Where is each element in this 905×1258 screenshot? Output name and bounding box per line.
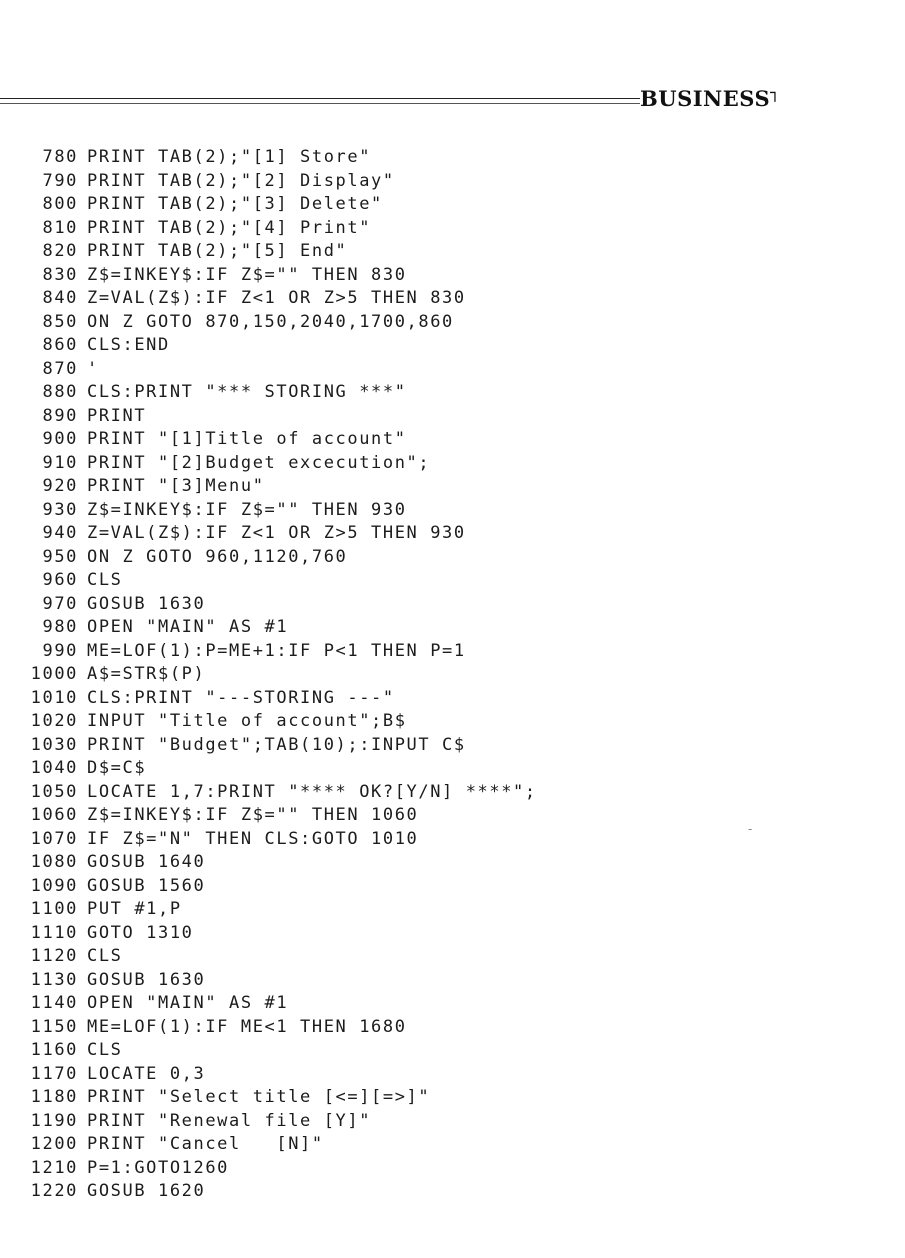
line-number: 990: [42, 640, 78, 661]
basic-program-listing: [20, 146, 780, 1204]
line-number: 1210: [30, 1157, 78, 1178]
line-number: 1020: [30, 711, 78, 731]
line-code: PRINT TAB(2);"[5] End": [87, 241, 348, 261]
code-line: [20, 593, 780, 617]
code-line: [20, 240, 780, 264]
code-line: [20, 663, 780, 687]
line-code: PUT #1,P: [87, 899, 182, 919]
code-line: [20, 311, 780, 335]
line-code: Z=VAL(Z$):IF Z<1 OR Z>5 THEN 830: [87, 288, 466, 308]
line-code: INPUT "Title of account";B$: [87, 711, 407, 731]
code-line: [20, 710, 780, 734]
line-number: 910: [42, 452, 78, 473]
line-code: PRINT "[2]Budget excecution";: [87, 452, 431, 473]
line-code: PRINT TAB(2);"[2] Display": [87, 170, 395, 191]
code-line: [20, 969, 780, 993]
line-code: PRINT "Budget";TAB(10);:INPUT C$: [87, 734, 466, 755]
code-line: [20, 193, 780, 217]
line-code: Z=VAL(Z$):IF Z<1 OR Z>5 THEN 930: [87, 523, 466, 543]
line-code: OPEN "MAIN" AS #1: [87, 617, 289, 637]
line-code: PRINT TAB(2);"[4] Print": [87, 217, 372, 238]
line-code: LOCATE 0,3: [87, 1063, 206, 1084]
code-line: [20, 287, 780, 311]
line-code: PRINT TAB(2);"[3] Delete": [87, 194, 383, 214]
code-line: [20, 734, 780, 758]
section-header: [640, 83, 781, 111]
line-number: 1130: [30, 969, 78, 990]
line-number: 820: [42, 241, 78, 261]
code-line: [20, 217, 780, 241]
line-code: ON Z GOTO 870,150,2040,1700,860: [87, 311, 454, 332]
code-line: [20, 898, 780, 922]
line-code: LOCATE 1,7:PRINT "**** OK?[Y/N] ****";: [87, 781, 537, 802]
code-line: [20, 522, 780, 546]
line-number: 1060: [30, 805, 78, 825]
line-code: PRINT "Select title [<=][=>]": [87, 1087, 431, 1107]
line-number: 1170: [30, 1063, 78, 1084]
line-code: CLS:PRINT "---STORING ---": [87, 687, 395, 708]
line-code: PRINT "[1]Title of account": [87, 429, 407, 449]
code-line: [20, 1157, 780, 1181]
line-number: 1140: [30, 993, 78, 1013]
line-number: 1070: [30, 828, 78, 849]
line-number: 810: [42, 217, 78, 238]
line-code: ME=LOF(1):IF ME<1 THEN 1680: [87, 1016, 407, 1037]
line-number: 780: [42, 147, 78, 167]
code-line: [20, 1016, 780, 1040]
line-code: GOSUB 1560: [87, 875, 206, 896]
code-line: [20, 546, 780, 570]
line-number: 950: [42, 546, 78, 567]
code-line: [20, 381, 780, 405]
code-line: [20, 945, 780, 969]
header-rule-secondary: [0, 103, 640, 104]
line-number: 1200: [30, 1134, 78, 1154]
line-number: 870: [42, 358, 78, 379]
code-line: [20, 569, 780, 593]
line-number: 1120: [30, 946, 78, 966]
line-code: D$=C$: [87, 758, 147, 778]
line-code: CLS: [87, 1040, 123, 1060]
section-corner-mark: ┐: [770, 83, 781, 102]
line-code: ': [87, 358, 99, 379]
scan-speck: -: [748, 822, 753, 836]
code-line: [20, 405, 780, 429]
line-number: 1030: [30, 734, 78, 755]
code-line: [20, 922, 780, 946]
line-code: ON Z GOTO 960,1120,760: [87, 546, 348, 567]
line-code: GOSUB 1640: [87, 852, 206, 872]
line-code: CLS:PRINT "*** STORING ***": [87, 382, 407, 402]
line-number: 1010: [30, 687, 78, 708]
code-line: [20, 687, 780, 711]
code-line: [20, 264, 780, 288]
line-number: 1090: [30, 875, 78, 896]
header-rule: [0, 98, 640, 99]
code-line: [20, 1110, 780, 1134]
line-code: GOSUB 1630: [87, 969, 206, 990]
code-line: [20, 851, 780, 875]
line-number: 840: [42, 288, 78, 308]
line-number: 880: [42, 382, 78, 402]
line-number: 1040: [30, 758, 78, 778]
line-number: 1000: [30, 664, 78, 684]
line-number: 960: [42, 570, 78, 590]
line-code: IF Z$="N" THEN CLS:GOTO 1010: [87, 828, 419, 849]
code-line: [20, 452, 780, 476]
code-line: [20, 334, 780, 358]
line-number: 900: [42, 429, 78, 449]
code-line: [20, 828, 780, 852]
code-line: [20, 616, 780, 640]
code-line: [20, 875, 780, 899]
code-line: [20, 1039, 780, 1063]
line-number: 800: [42, 194, 78, 214]
line-number: 940: [42, 523, 78, 543]
line-code: PRINT TAB(2);"[1] Store": [87, 147, 372, 167]
line-code: GOSUB 1630: [87, 593, 206, 614]
line-number: 920: [42, 476, 78, 496]
line-number: 860: [42, 335, 78, 355]
code-line: [20, 781, 780, 805]
line-number: 1220: [30, 1181, 78, 1201]
line-code: CLS:END: [87, 335, 170, 355]
line-number: 1050: [30, 781, 78, 802]
line-code: Z$=INKEY$:IF Z$="" THEN 830: [87, 264, 407, 285]
code-line: [20, 1086, 780, 1110]
code-line: [20, 804, 780, 828]
line-number: 1100: [30, 899, 78, 919]
code-line: [20, 428, 780, 452]
line-code: PRINT "Cancel [N]": [87, 1134, 324, 1154]
line-code: Z$=INKEY$:IF Z$="" THEN 930: [87, 499, 407, 520]
code-line: [20, 992, 780, 1016]
line-code: Z$=INKEY$:IF Z$="" THEN 1060: [87, 805, 419, 825]
line-code: GOSUB 1620: [87, 1181, 206, 1201]
code-line: [20, 358, 780, 382]
section-title: BUSINESS: [640, 86, 771, 111]
line-number: 970: [42, 593, 78, 614]
code-line: [20, 640, 780, 664]
line-number: 790: [42, 170, 78, 191]
code-line: [20, 499, 780, 523]
line-code: CLS: [87, 570, 123, 590]
line-code: ME=LOF(1):P=ME+1:IF P<1 THEN P=1: [87, 640, 466, 661]
code-line: [20, 1180, 780, 1204]
line-number: 930: [42, 499, 78, 520]
line-number: 1180: [30, 1087, 78, 1107]
code-line: [20, 757, 780, 781]
line-number: 980: [42, 617, 78, 637]
line-number: 830: [42, 264, 78, 285]
code-line: [20, 1133, 780, 1157]
line-code: P=1:GOTO1260: [87, 1157, 230, 1178]
line-code: PRINT "[3]Menu": [87, 476, 265, 496]
line-code: CLS: [87, 946, 123, 966]
code-line: [20, 475, 780, 499]
line-number: 890: [42, 405, 78, 426]
line-code: GOTO 1310: [87, 922, 194, 943]
line-code: OPEN "MAIN" AS #1: [87, 993, 289, 1013]
line-number: 1160: [30, 1040, 78, 1060]
line-code: PRINT "Renewal file [Y]": [87, 1110, 372, 1131]
line-code: A$=STR$(P): [87, 664, 206, 684]
code-line: [20, 1063, 780, 1087]
line-number: 1110: [30, 922, 78, 943]
code-line: [20, 170, 780, 194]
line-number: 850: [42, 311, 78, 332]
code-line: [20, 146, 780, 170]
line-number: 1190: [30, 1110, 78, 1131]
line-number: 1080: [30, 852, 78, 872]
line-number: 1150: [30, 1016, 78, 1037]
line-code: PRINT: [87, 405, 147, 426]
